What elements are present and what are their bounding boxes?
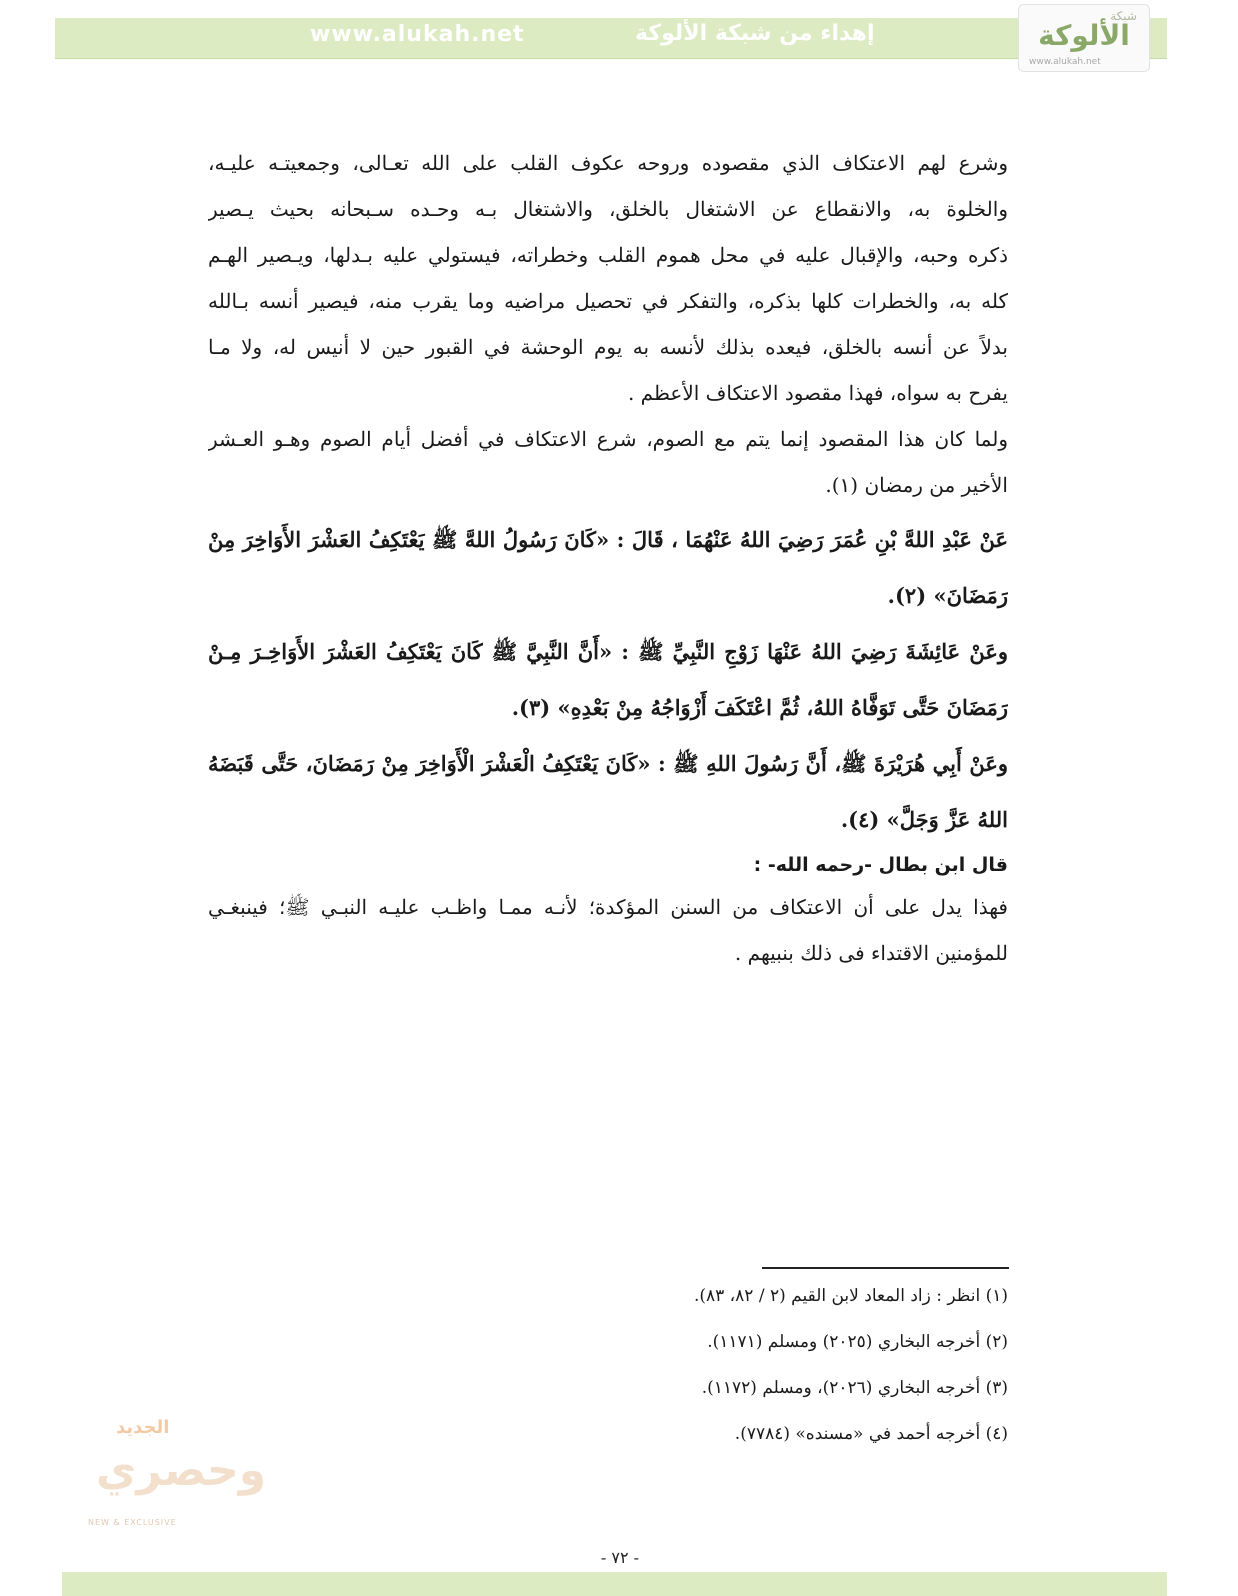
footer-bar bbox=[62, 1572, 1167, 1596]
page-body bbox=[208, 148, 1008, 984]
body-line: ولما كان هذا المقصود إنما يتم مع الصوم، شرع الاعتكاف في أفضل أيام الصوم وهـو العـشر bbox=[208, 427, 1008, 451]
footnote-separator bbox=[762, 1267, 1009, 1269]
hadith-line: اللهُ عَزَّ وَجَلَّ» (٤). bbox=[840, 807, 1008, 832]
logo-main-text: الألوكة bbox=[1038, 19, 1130, 52]
footnotes bbox=[508, 1283, 1008, 1467]
body-line: فهذا يدل على أن الاعتكاف من السنن المؤكدة؛ لأنـه ممـا واظـب عليـه النبـي ﷺ؛ فينبغـي bbox=[208, 895, 1008, 919]
hadith-line: وعَنْ أَبِي هُرَيْرَةَ ﷺ، أَنَّ رَسُولَ اللهِ ﷺ : «كَانَ يَعْتَكِفُ الْعَشْرَ الْأَوَاخِرَ مِنْ رَمَضَانَ، حَتَّى قَبَضَهُ bbox=[208, 751, 1008, 776]
hadith-line: عَنْ عَبْدِ اللهَّ بْنِ عُمَرَ رَضِيَ اللهُ عَنْهُمَا ، قَالَ : «كَانَ رَسُولُ اللهَّ ﷺ يَعْتَكِفُ العَشْرَ الأَوَاخِرَ مِنْ bbox=[208, 527, 1008, 552]
body-line: للمؤمنين الاقتداء فى ذلك بنبيهم . bbox=[734, 941, 1008, 965]
footnote-item: (١) انظر : زاد المعاد لابن القيم (٢ / ٨٢، ٨٣). bbox=[693, 1286, 1008, 1306]
stamp-top-text: الجديد bbox=[116, 1417, 170, 1438]
header-url[interactable]: www.alukah.net bbox=[310, 22, 525, 47]
header-banner bbox=[55, 18, 1167, 59]
logo-url-text: www.alukah.net bbox=[1029, 57, 1101, 67]
footnote-item: (٢) أخرجه البخاري (٢٠٢٥) ومسلم (١١٧١). bbox=[707, 1332, 1008, 1352]
site-logo[interactable] bbox=[1018, 4, 1150, 72]
footnote-item: (٣) أخرجه البخاري (٢٠٢٦)، ومسلم (١١٧٢). bbox=[701, 1378, 1008, 1398]
body-line: كله به، والخطرات كلها بذكره، والتفكر في تحصيل مراضيه وما يقرب منه، فيصير أنسه بـالله bbox=[208, 289, 1008, 313]
body-line: وشرع لهم الاعتكاف الذي مقصوده وروحه عكوف القلب على الله تعـالى، وجمعيتـه عليـه، bbox=[208, 151, 1008, 175]
section-heading: قال ابن بطال -رحمه الله- : bbox=[753, 854, 1008, 876]
body-line: الأخير من رمضان (١). bbox=[825, 473, 1008, 497]
stamp-sub-text: NEW & EXCLUSIVE bbox=[88, 1518, 177, 1527]
header-title: إهداء من شبكة الألوكة bbox=[635, 21, 875, 46]
page-number: - ٧٢ - bbox=[600, 1548, 640, 1567]
footnote-item: (٤) أخرجه أحمد في «مسنده» (٧٧٨٤). bbox=[734, 1424, 1008, 1444]
body-line: بدلاً عن أنسه بالخلق، فيعده بذلك لأنسه به يوم الوحشة في القبور حين لا أنيس له، ولا مـا bbox=[208, 335, 1008, 359]
stamp-main-text: وحصري bbox=[96, 1445, 267, 1496]
logo-top-text: شبكة bbox=[1110, 9, 1137, 23]
watermark-stamp bbox=[78, 1415, 267, 1533]
body-line: ذكره وحبه، والإقبال عليه في محل هموم القلب وخطراته، فيستولي عليه بـدلها، ويـصير الهـم bbox=[208, 243, 1008, 267]
body-line: يفرح به سواه، فهذا مقصود الاعتكاف الأعظم . bbox=[627, 381, 1008, 405]
body-line: والخلوة به، والانقطاع عن الاشتغال بالخلق، والاشتغال بـه وحـده سـبحانه بحيث يـصير bbox=[208, 197, 1008, 221]
hadith-line: وعَنْ عَائِشَةَ رَضِيَ اللهُ عَنْهَا زَوْجِ النَّبِيِّ ﷺ : «أَنَّ النَّبِيَّ ﷺ كَانَ يَعْتَكِفُ العَشْرَ الأَوَاخِـرَ مِـنْ bbox=[208, 639, 1008, 664]
hadith-line: رَمَضَانَ حَتَّى تَوَفَّاهُ اللهُ، ثُمَّ اعْتَكَفَ أَزْوَاجُهُ مِنْ بَعْدِهِ» (٣). bbox=[511, 695, 1008, 720]
hadith-line: رَمَضَانَ» (٢). bbox=[887, 583, 1008, 608]
